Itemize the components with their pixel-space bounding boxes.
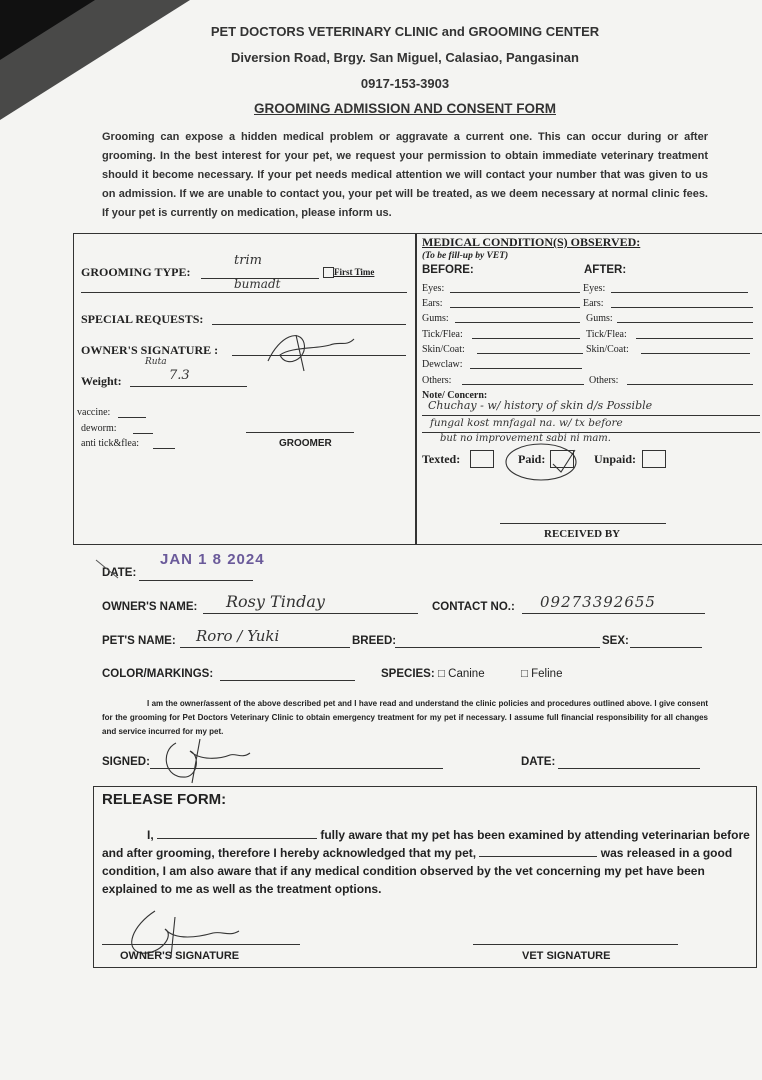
release-pet-blank[interactable] <box>479 845 597 857</box>
vet-sig-line[interactable] <box>473 944 678 945</box>
color-line[interactable] <box>220 680 355 681</box>
before-tick-line[interactable] <box>472 338 580 339</box>
owner-name-value: Rosy Tinday <box>226 592 325 611</box>
sex-label: SEX: <box>602 635 629 647</box>
species-feline-option[interactable]: □ Feline <box>521 668 563 680</box>
texted-checkbox[interactable] <box>470 450 494 468</box>
vaccine-line[interactable] <box>118 417 146 418</box>
before-others-line[interactable] <box>462 384 584 385</box>
groomer-line[interactable] <box>246 432 354 433</box>
before-skin-line[interactable] <box>477 353 583 354</box>
date-line[interactable] <box>139 580 253 581</box>
medical-subtitle: (To be fill-up by VET) <box>422 251 509 261</box>
before-eyes-line[interactable] <box>450 292 580 293</box>
note-label: Note/ Concern: <box>422 390 488 401</box>
contact-label: CONTACT NO.: <box>432 601 515 613</box>
before-dewclaw-line[interactable] <box>470 368 582 369</box>
before-eyes-label: Eyes: <box>422 283 445 294</box>
note-line-2: fungal kost mnfagal na. w/ tx before <box>430 417 623 429</box>
release-p-mid2: was released in a good condition, I am also aware that if any medical condition observed by the vet concerning my pet have been explained to me as well as the treatment options. <box>102 846 733 896</box>
texted-label: Texted: <box>422 452 461 466</box>
right-panel <box>415 233 762 545</box>
after-eyes-label: Eyes: <box>583 283 606 294</box>
special-requests-label: SPECIAL REQUESTS: <box>81 312 204 326</box>
date-label: DATE: <box>102 567 137 579</box>
weight-value: 7.3 <box>169 368 190 383</box>
breed-line[interactable] <box>395 647 600 648</box>
breed-label: BREED: <box>352 635 397 647</box>
date2-label: DATE: <box>521 756 556 768</box>
medical-title: MEDICAL CONDITION(S) OBSERVED: <box>422 235 641 249</box>
deworm-label: deworm: <box>81 423 117 434</box>
before-ears-label: Ears: <box>422 298 443 309</box>
note-line-1: Chuchay - w/ history of skin d/s Possible <box>428 399 653 412</box>
species-canine-option[interactable]: □ Canine <box>438 668 485 680</box>
after-ears-label: Ears: <box>583 298 604 309</box>
form-title: GROOMING ADMISSION AND CONSENT FORM <box>254 101 556 116</box>
after-tick-line[interactable] <box>636 338 753 339</box>
clinic-phone: 0917-153-3903 <box>360 76 450 91</box>
release-p-start: I, <box>147 828 154 842</box>
first-time-label: First Time <box>334 267 375 277</box>
vet-sig-label: VET SIGNATURE <box>522 950 611 962</box>
received-by-line[interactable] <box>500 523 666 524</box>
vaccine-label: vaccine: <box>77 407 111 418</box>
weight-label: Weight: <box>81 374 122 388</box>
owner-name-line[interactable] <box>203 613 418 614</box>
unpaid-checkbox[interactable] <box>642 450 666 468</box>
release-owner-sig-label: OWNER'S SIGNATURE <box>120 950 240 962</box>
pet-name-label: PET'S NAME: <box>102 635 176 647</box>
intro-paragraph: Grooming can expose a hidden medical problem or aggravate a current one. This can occur during or after grooming. In the best interest for your pet, we request your permission to obtain immediate veterinary treatment should it become necessary. If your pet needs medical attention we will contact your number that was given to us on admission. If we are unable to contact you, your pet will be treated, as we deem necessary at normal clinic fees. If your pet is currently on medication, please inform us. <box>102 131 708 219</box>
color-label: COLOR/MARKINGS: <box>102 668 214 680</box>
after-skin-line[interactable] <box>641 353 750 354</box>
weight-note: Ruta <box>145 357 167 367</box>
first-time-checkbox[interactable] <box>323 267 334 278</box>
groomer-label: GROOMER <box>279 438 332 449</box>
grooming-type-value: trim <box>234 253 262 268</box>
before-gums-label: Gums: <box>422 313 449 324</box>
after-gums-line[interactable] <box>617 322 753 323</box>
unpaid-label: Unpaid: <box>594 452 637 466</box>
antitick-line[interactable] <box>153 448 175 449</box>
after-ears-line[interactable] <box>611 307 753 308</box>
signed-label: SIGNED: <box>102 756 150 768</box>
date-strike-mark <box>92 552 122 582</box>
after-gums-label: Gums: <box>586 313 613 324</box>
date-stamp: JAN 1 8 2024 <box>160 551 265 568</box>
weight-line[interactable] <box>130 386 247 387</box>
release-paragraph <box>102 826 752 898</box>
after-tick-label: Tick/Flea: <box>586 329 627 340</box>
owner-name-label: OWNER'S NAME: <box>102 601 198 613</box>
release-p-mid1: fully aware that my pet has been examined by attending veterinarian before and after grooming, therefore I hereby acknowledged that my pet, <box>102 828 750 860</box>
grooming-type-label: GROOMING TYPE: <box>81 265 191 279</box>
before-label: BEFORE: <box>422 264 474 276</box>
species-label: SPECIES: <box>381 668 435 680</box>
release-title: RELEASE FORM: <box>102 791 227 808</box>
after-others-line[interactable] <box>627 384 753 385</box>
contact-line[interactable] <box>522 613 705 614</box>
after-eyes-line[interactable] <box>611 292 748 293</box>
before-dewclaw-label: Dewclaw: <box>422 359 463 370</box>
owner-signature-label: OWNER'S SIGNATURE : <box>81 343 219 357</box>
pet-name-value: Roro / Yuki <box>196 627 280 645</box>
contact-value: 09273392655 <box>540 593 656 611</box>
note-line-3: but no improvement sabi ni mam. <box>440 433 611 444</box>
owner-signature-scribble-1 <box>260 325 360 375</box>
signed-signature <box>150 735 260 785</box>
after-skin-label: Skin/Coat: <box>586 344 629 355</box>
deworm-line[interactable] <box>133 433 153 434</box>
grooming-type-line-2[interactable] <box>81 292 407 293</box>
after-label: AFTER: <box>584 264 627 276</box>
paid-label: Paid: <box>518 452 546 466</box>
release-name-blank[interactable] <box>157 827 317 839</box>
paid-circle-mark <box>503 440 583 486</box>
pet-name-line[interactable] <box>180 647 350 648</box>
antitick-label: anti tick&flea: <box>81 438 140 449</box>
clinic-name: PET DOCTORS VETERINARY CLINIC and GROOMING CENTER <box>210 24 600 39</box>
after-others-label: Others: <box>589 375 619 386</box>
note-rule-1[interactable] <box>422 415 760 416</box>
received-by-label: RECEIVED BY <box>544 528 621 540</box>
date2-line[interactable] <box>558 768 700 769</box>
sex-line[interactable] <box>630 647 702 648</box>
before-ears-line[interactable] <box>450 307 580 308</box>
before-gums-line[interactable] <box>455 322 580 323</box>
grooming-type-value-2: bumadt <box>234 277 281 291</box>
before-others-label: Others: <box>422 375 452 386</box>
consent-text: I am the owner/assent of the above described pet and I have read and understand the clinic policies and procedures outlined above. I give consent for the grooming for Pet Doctors Veterinary Clinic to obtain emergency treatment for my pet if necessary. I assume full financial responsibility for all changes and service incurred for my pet. <box>102 699 708 736</box>
before-tick-label: Tick/Flea: <box>422 329 463 340</box>
clinic-address: Diversion Road, Brgy. San Miguel, Calasiao, Pangasinan <box>231 50 579 65</box>
before-skin-label: Skin/Coat: <box>422 344 465 355</box>
